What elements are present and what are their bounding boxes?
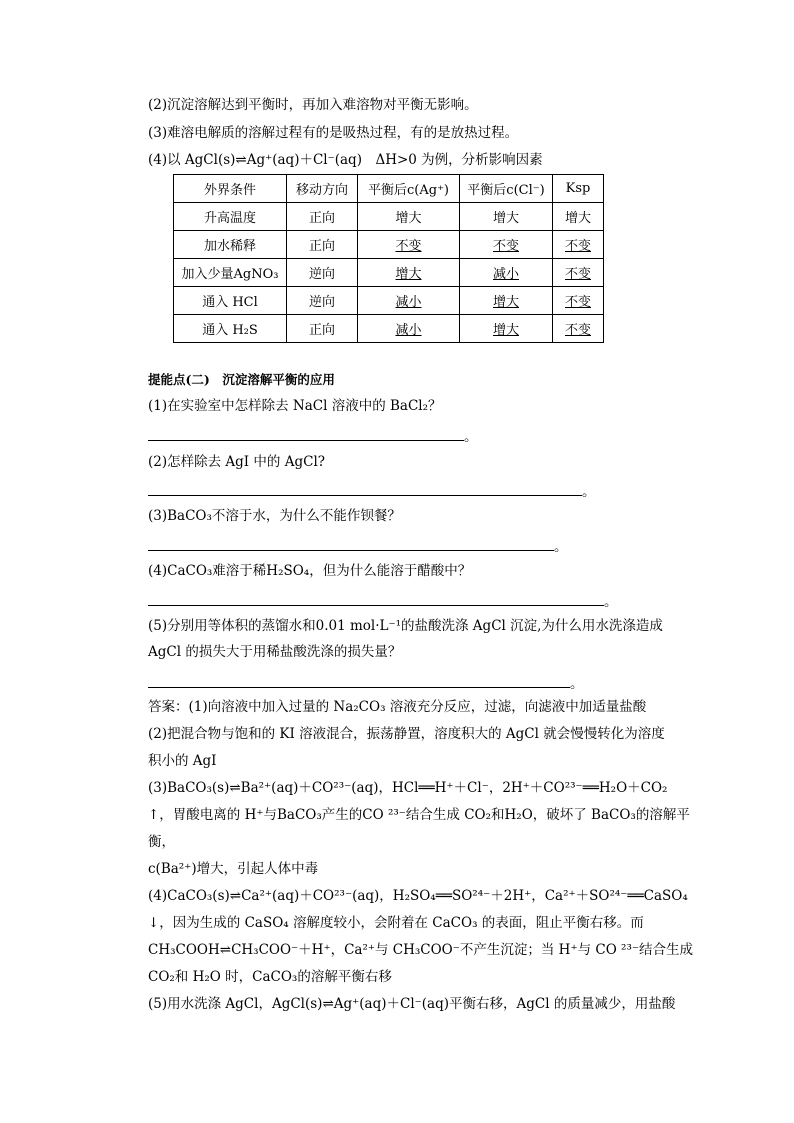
period: 。	[570, 676, 584, 692]
blank-line	[148, 481, 582, 496]
table-cell: 正向	[287, 315, 358, 343]
text-item-3: (3)难溶电解质的溶解过程有的是吸热过程，有的是放热过程。	[148, 125, 519, 141]
table-cell: 正向	[287, 231, 358, 259]
answer-blank-4	[148, 591, 618, 611]
answer-4-line-3: CH₃COOH⇌CH₃COO⁻＋H⁺，Ca²⁺与 CH₃COO⁻不产生沉淀；当 H⁺与 CO ²³⁻结合生成	[148, 942, 693, 958]
answer-1: 答案：(1)向溶液中加入过量的 Na₂CO₃ 溶液充分反应，过滤，向滤液中加适量盐酸	[148, 699, 647, 715]
blank-line	[148, 591, 604, 606]
table-cell: 逆向	[287, 287, 358, 315]
answer-5-line-1: (5)用水洗涤 AgCl，AgCl(s)⇌Ag⁺(aq)＋Cl⁻(aq)平衡右移，AgCl 的质量减少，用盐酸	[148, 996, 676, 1012]
answer-blank-1	[148, 426, 478, 446]
table-row	[174, 315, 604, 343]
section-title: 提能点(二) 沉淀溶解平衡的应用	[148, 372, 335, 387]
answer-4-line-4: CO₂和 H₂O 时，CaCO₃的溶解平衡右移	[148, 969, 392, 985]
table-cell: 增大	[460, 287, 553, 315]
answer-2-line-2: 积小的 AgI	[148, 753, 217, 769]
blank-line	[148, 536, 554, 551]
answer-3-line-3: 衡，	[148, 834, 175, 850]
table-cell: 不变	[553, 231, 604, 259]
answer-4-line-1: (4)CaCO₃(s)⇌Ca²⁺(aq)＋CO²³⁻(aq)，H₂SO₄══SO²⁴⁻＋2H⁺，Ca²⁺＋SO²⁴⁻══CaSO₄	[148, 888, 688, 904]
text-item-4: (4)以 AgCl(s)⇌Ag⁺(aq)＋Cl⁻(aq) ΔH>0 为例，分析影响因素	[148, 152, 543, 168]
question-3: (3)BaCO₃不溶于水，为什么不能作钡餐？	[148, 508, 401, 524]
answer-3-line-4: c(Ba²⁺)增大，引起人体中毒	[148, 861, 319, 877]
table-cell: 增大	[358, 259, 460, 287]
period: 。	[464, 429, 478, 445]
answer-4-line-2: ↓，因为生成的 CaSO₄ 溶解度较小，会附着在 CaCO₃ 的表面，阻止平衡右移。而	[148, 915, 644, 931]
table-header: Ksp	[553, 175, 604, 203]
answer-blank-3	[148, 536, 568, 556]
blank-line	[148, 426, 464, 441]
table-cell: 通入 HCl	[174, 287, 287, 315]
period: 。	[604, 594, 618, 610]
table-row	[174, 287, 604, 315]
period: 。	[554, 539, 568, 555]
table-header-row	[174, 175, 604, 203]
table-cell: 正向	[287, 203, 358, 231]
table-header: 平衡后c(Cl⁻)	[460, 175, 553, 203]
table-cell: 减小	[358, 287, 460, 315]
answer-blank-5	[148, 673, 584, 693]
question-5-line-2: AgCl 的损失大于用稀盐酸洗涤的损失量？	[148, 644, 402, 660]
table-cell: 增大	[460, 203, 553, 231]
table-cell: 加水稀释	[174, 231, 287, 259]
text-item-2: (2)沉淀溶解达到平衡时，再加入难溶物对平衡无影响。	[148, 97, 478, 113]
table-cell: 不变	[553, 315, 604, 343]
answer-blank-2	[148, 481, 596, 501]
factors-table	[173, 174, 604, 343]
table-row	[174, 231, 604, 259]
table-cell: 通入 H₂S	[174, 315, 287, 343]
question-4: (4)CaCO₃难溶于稀H₂SO₄，但为什么能溶于醋酸中？	[148, 563, 472, 579]
table-cell: 减小	[460, 259, 553, 287]
table-cell: 加入少量AgNO₃	[174, 259, 287, 287]
table-cell: 减小	[358, 315, 460, 343]
question-2: (2)怎样除去 AgI 中的 AgCl?	[148, 454, 325, 470]
table-cell: 不变	[553, 259, 604, 287]
answer-2-line-1: (2)把混合物与饱和的 KI 溶液混合，振荡静置，溶度积大的 AgCl 就会慢慢转化为溶度	[148, 726, 665, 742]
table-cell: 增大	[553, 203, 604, 231]
table-header: 平衡后c(Ag⁺)	[358, 175, 460, 203]
table-cell: 不变	[358, 231, 460, 259]
table-cell: 升高温度	[174, 203, 287, 231]
period: 。	[582, 484, 596, 500]
blank-line	[148, 673, 570, 688]
table-row	[174, 259, 604, 287]
table-row	[174, 203, 604, 231]
table-header: 外界条件	[174, 175, 287, 203]
answer-3-line-1: (3)BaCO₃(s)⇌Ba²⁺(aq)＋CO²³⁻(aq)，HCl══H⁺＋Cl⁻，2H⁺＋CO²³⁻══H₂O＋CO₂	[148, 780, 668, 796]
table-header: 移动方向	[287, 175, 358, 203]
answer-3-line-2: ↑，胃酸电离的 H⁺与BaCO₃产生的CO ²³⁻结合生成 CO₂和H₂O，破坏了 BaCO₃的溶解平	[148, 807, 690, 823]
table-cell: 不变	[460, 231, 553, 259]
table-cell: 逆向	[287, 259, 358, 287]
table-cell: 不变	[553, 287, 604, 315]
question-1: (1)在实验室中怎样除去 NaCl 溶液中的 BaCl₂？	[148, 398, 442, 414]
table-cell: 增大	[460, 315, 553, 343]
question-5-line-1: (5)分别用等体积的蒸馏水和0.01 mol·L⁻¹的盐酸洗涤 AgCl 沉淀,为什么用水洗涤造成	[148, 618, 663, 634]
table-cell: 增大	[358, 203, 460, 231]
